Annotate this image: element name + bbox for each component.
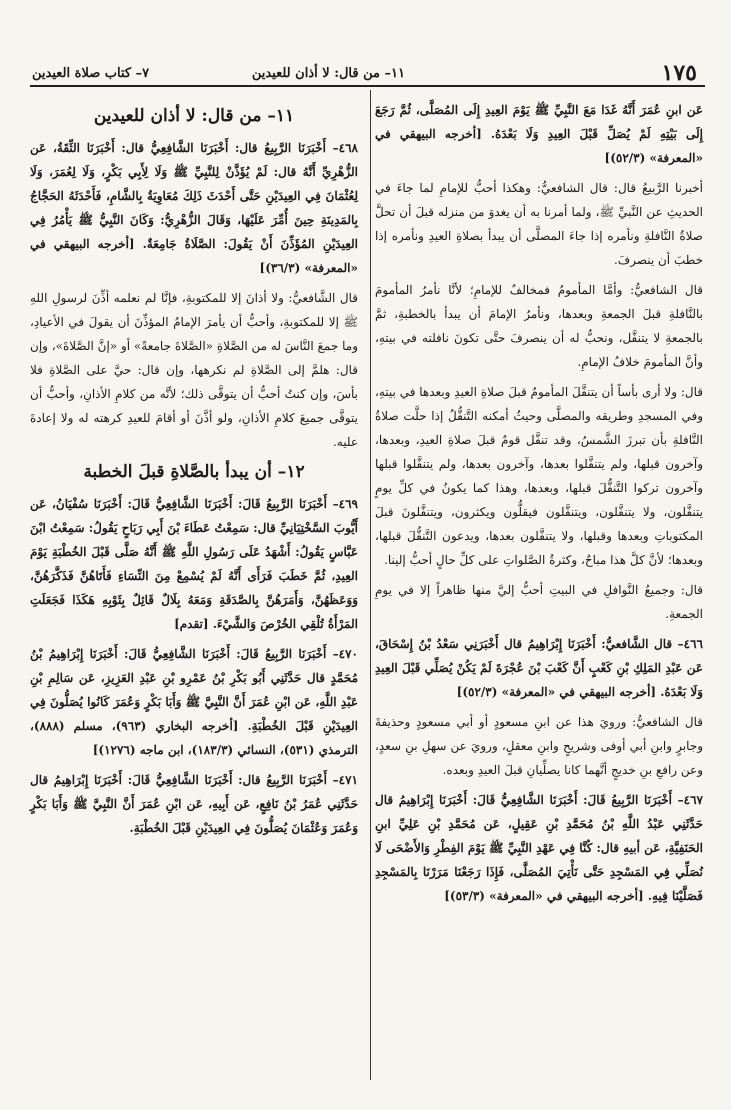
header-rule — [30, 85, 705, 87]
hadith-paragraph: عَن ابنِ عُمَرَ أَنَّهُ غَدَا مَعَ النَّبِيِّ ﷺ يَوْمَ العِيدِ إِلَى المُصَلَّى، ثُمَّ رَجَعَ إِلَى بَيْتِهِ لَمْ يُصَلِّ قَبْلَ العِيدِ وَلَا بَعْدَهُ. [أخرجه البيهقي في «المعرفة» (٥٢/٣)] — [375, 103, 703, 165]
page-header — [30, 58, 705, 88]
text-paragraph: أخبرنا الرَّبيعُ قال: قال الشافعيُّ: وهكذا أحبُّ للإمامِ لما جاءَ في الحديثِ عن النَّبيِّ ﷺ، ولما أمرنا به أن يغدوَ من منزله قبلَ أن تحلَّ صلاةُ النَّافلةِ ونأمره إذا جاءَ المصلَّى أن يبدأ بصلاةِ العيدِ ونأمره إذا خطبَ أن ينصرفَ. — [375, 181, 703, 267]
text-paragraph: قال الشَّافعيُّ: ولا أذانَ إلا للمكتوبةِ، فإنَّا لم نعلمه أذِّنَ لرسولِ اللهِ ﷺ إلا للمكتوبةِ، وأحبُّ أن يأمرَ الإمامُ المؤذِّنَ أن يقولَ في الأعيادِ، وما جمعَ النَّاسَ له من الصَّلاةِ «الصَّلاةَ جامعةً» أو «إنَّ الصَّلاةَ»، وإن قال: هلمَّ إلى الصَّلاةِ لم نكرهها، وإن قال: حيَّ على الصَّلاةِ فلا بأسَ، وإن كنتُ أحبُّ أن يتوقَّى ذلك؛ لأنَّه من كلامِ الأذانِ، وأحبُّ أن يتوقَّى جميعَ كلامِ الأذانِ، ولو أذَّنَ أو أقامَ للعيدِ كرهته له ولا إعادةَ عليه. — [30, 291, 358, 449]
text-paragraph: قال الشافعيُّ: وأمَّا المأمومُ فمخالفٌ للإمامِ؛ لأنَّا نأمرُ المأمومَ بالنَّافلةِ قبلَ الجمعةِ وبعدها، ونأمرُ الإمامَ أن يبدأ بالخطبةِ، ثمَّ بالجمعةِ لا يتنفَّل، ونحبُّ له أن ينصرفَ حتَّى تكونَ نافلته في بيتهِ، وأنَّ المأمومَ خلافُ الإمامِ. — [375, 283, 703, 369]
text-paragraph: قال الشافعيُّ: ورويَ هذا عن ابنِ مسعودٍ أو أبي مسعودٍ وحذيفةَ وجابرٍ وابنِ أبي أوفى وشريحٍ وابنِ معقلٍ، ورويَ عن سهلِ بنِ سعدٍ، وعن رافعِ بنِ خديجٍ أنَّهما كانا يصلِّيانِ قبلَ العيدِ وبعده. — [375, 715, 703, 777]
running-title-right: ١١– من قال: لا أذان للعيدين — [251, 66, 405, 81]
hadith-469: ٤٦٩– أَخْبَرَنَا الرَّبِيعُ قَالَ: أَخْبَرَنَا الشَّافِعِيُّ قَالَ: أَخْبَرَنَا سُفْيَانُ، عَن أَيُّوبَ السَّخْتِيَانِيِّ قال: سَمِعْتُ عَطَاءَ بْنَ أَبِي رَبَاحٍ يَقُولُ: سَمِعْتُ ابْنَ عَبَّاسٍ يَقُولُ: أَشْهَدُ عَلَى رَسُولِ اللَّهِ ﷺ أَنَّهُ صَلَّى قَبْلَ الخُطْبَةِ يَوْمَ العِيدِ، ثُمَّ خَطَبَ فَرَأَى أَنَّهُ لَمْ يُسْمِعْ مِنَ النِّسَاءِ فَأَتَاهُنَّ فَذَكَّرَهُنَّ، وَوَعَظَهُنَّ، وَأَمَرَهُنَّ بِالصَّدَقَةِ وَمَعَهُ بِلَالٌ قَائِلٌ بِثَوْبِهِ هَكَذَا فَجَعَلَتِ المَرْأَةُ تُلْقِي الخُرْصَ وَالشَّيْءَ. [تقدم] — [30, 497, 358, 631]
hadith-470: ٤٧٠– أَخْبَرَنَا الرَّبِيعُ قَالَ: أَخْبَرَنَا الشَّافِعِيُّ قَالَ: أَخْبَرَنَا إِبْرَاهِيمُ بْنُ مُحَمَّدٍ قال حَدَّثَنِي أَبُو بَكْرِ بْنُ عَمْرِو بْنِ عَبْدِ العَزِيزِ، عَن سَالِمِ بْنِ عَبْدِ اللَّهِ، عَن ابْنِ عُمَرَ أَنَّ النَّبِيَّ ﷺ وَأَبَا بَكْرٍ وَعُمَرَ كَانُوا يُصَلُّونَ فِي العِيدَيْنِ قَبْلَ الخُطْبَةِ. [أخرجه البخاري (٩٦٣)، مسلم (٨٨٨)، الترمذي (٥٣١)، النسائي (١٨٣/٣)، ابن ماجه (١٢٧٦)] — [30, 647, 358, 757]
text-paragraph: قال: ولا أرى بأساً أن يتنفَّلَ المأمومُ قبلَ صلاةِ العيدِ وبعدها في بيتهِ، وفي المسجدِ وطريقه والمصلَّى وحيثُ أمكنه التَّنفُّلُ إذا حلَّت صلاةُ النَّافلةِ بأن تبرزَ الشَّمسُ، وقد تنفَّل قومٌ قبلَ صلاةِ العيدِ، وبعدها، وآخرون قبلها، ولم يتنفَّلوا بعدها، وآخرون بعدها، ولم يتنفَّلوا قبلها وآخرون تركوا التَّنفُّلَ قبلها، وبعدها، وهذا كما يكونُ في كلِّ يومٍ يتنفَّلون، ولا يتنفَّلون، ويتنفَّلون فيقلُّون ويكثرون، ويتنفَّلونَ قبلَ المكتوباتِ وبعدها وقبلها، ولا يتنفَّلون بعدها، ويدعون التَّنفُّلَ قبلها، وبعدها؛ لأنَّ كلَّ هذا مباحٌ، وكثرةُ الصَّلواتِ على كلِّ حالٍ أحبُّ إلينا. — [375, 385, 703, 567]
hadith-468: ٤٦٨– أَخْبَرَنَا الرَّبِيعُ قال: أَخْبَرَنَا الشَّافِعِيُّ قال: أَخْبَرَنَا الثِّقَةُ، عَن الزُّهْرِيِّ أَنَّهُ قال: لَمْ يُؤَذَّنْ لِلنَّبِيِّ ﷺ وَلَا لِأَبِي بَكْرٍ، وَلَا لِعُمَرَ، وَلَا لِعُثْمَانَ فِي العِيدَيْنِ حَتَّى أَحْدَثَ ذَلِكَ مُعَاوِيَةُ بِالشَّامِ، فَأَحْدَثَهُ الحَجَّاجُ بِالمَدِينَةِ حِينَ أُمِّرَ عَلَيْهَا، وَقَالَ الزُّهْرِيُّ: وَكَانَ النَّبِيُّ ﷺ يَأْمُرُ فِي العِيدَيْنِ المُؤَذِّنَ أَنْ يَقُولَ: الصَّلَاةُ جَامِعَةٌ. [أخرجه البيهقي في «المعرفة» (٣٦/٣)] — [30, 141, 358, 275]
section-heading-11: ١١– من قال: لا أذان للعيدين — [93, 106, 295, 126]
running-title-left: ٧– كتاب صلاة العيدين — [32, 66, 150, 81]
section-heading-12: ١٢– أن يبدأ بالصَّلاةِ قبلَ الخطبة — [83, 462, 305, 482]
hadith-471: ٤٧١– أَخْبَرَنَا الرَّبِيعُ قال: أَخْبَرَنَا الشَّافِعِيُّ قَالَ: أَخْبَرَنَا إِبْرَاهِيمُ قال حَدَّثَنِي عُمَرُ بْنُ نَافِعٍ، عَن أَبِيهِ، عَن ابْنِ عُمَرَ أَنَّ النَّبِيَّ ﷺ وَأَبَا بَكْرٍ وَعُمَرَ وَعُثْمَانَ يُصَلُّونَ فِي العِيدَيْنِ قَبْلَ الخُطْبَةِ. — [30, 773, 358, 835]
text-paragraph: قال: وجميعُ النَّوافلِ في البيتِ أحبُّ إليَّ منها ظاهراً إلا في يومِ الجمعةِ. — [375, 583, 703, 621]
page-number: ١٧٥ — [661, 60, 697, 86]
column-divider — [370, 90, 371, 1080]
hadith-467: ٤٦٧– أَخْبَرَنَا الرَّبِيعُ قَالَ: أَخْبَرَنَا الشَّافِعِيُّ قَالَ: أَخْبَرَنَا إِبْرَاهِيمُ قال حَدَّثَنِي عَبْدُ اللَّهِ بْنُ مُحَمَّدِ بْنِ عَقِيلٍ، عَن مُحَمَّدِ بْنِ عَلِيِّ ابنِ الحَنَفِيَّةِ، عَن أبيهِ قال: كُنَّا فِي عَهْدِ النَّبِيِّ ﷺ يَوْمَ الفِطْرِ وَالأَضْحَى لَا نُصَلِّي فِي المَسْجِدِ حَتَّى نَأْتِيَ المُصَلَّى، فَإِذَا رَجَعْنَا مَرَرْنَا بِالمَسْجِدِ فَصَلَّيْنَا فِيهِ. [أخرجه البيهقي في «المعرفة» (٥٣/٣)] — [375, 793, 703, 903]
right-column — [375, 98, 703, 914]
hadith-466: ٤٦٦– قال الشَّافعيُّ: أَخْبَرَنَا إِبْرَاهِيمُ قال أَخْبَرَنِي سَعْدُ بْنُ إِسْحَاقَ، عَن عَبْدِ المَلِكِ بْنِ كَعْبٍ أَنَّ كَعْبَ بْنَ عُجْرَةَ لَمْ يَكُنْ يُصَلِّي قَبْلَ العِيدِ وَلَا بَعْدَهُ. [أخرجه البيهقي في «المعرفة» (٥٢/٣)] — [375, 637, 703, 699]
left-column — [30, 98, 358, 846]
